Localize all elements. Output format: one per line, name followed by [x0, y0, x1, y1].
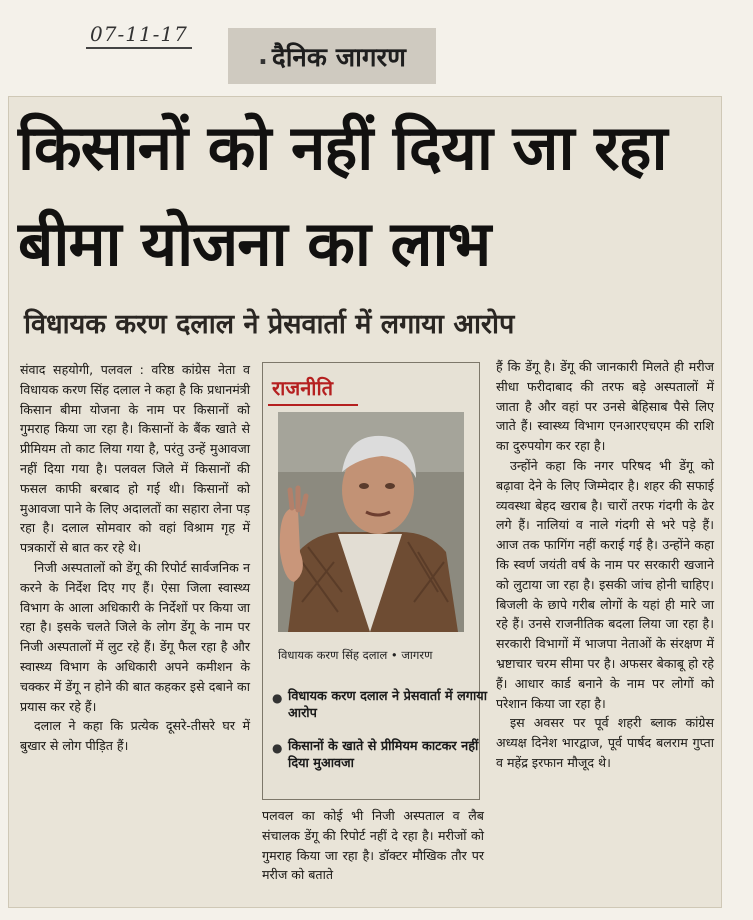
portrait-illustration — [278, 412, 464, 632]
paragraph: निजी अस्पतालों को डेंगू की रिपोर्ट सार्वजनिक न करने के निर्देश दिए गए हैं। ऐसा जिला स्वास्थ्य विभाग के आला अधिकारी के निर्देशों पर किया जा रहा है। इसके चलते जिले के लोग डेंगू के नाम पर निजी अस्पतालों में लुट रहे हैं। डेंगू फैल रहा है और स्वास्थ्य विभाग के अधिकारी अपने कमीशन के चक्कर में डेंगू न होने की बात कहकर इसे दबाने का प्रयास कर रहे हैं। — [20, 559, 250, 714]
section-tag-underline — [268, 404, 358, 406]
article-column-1 — [20, 360, 250, 756]
paragraph: पलवल का कोई भी निजी अस्पताल व लैब संचालक डेंगू की रिपोर्ट नहीं दे रहा है। मरीजों को गुमराह किया जा रहा है। डॉक्टर मौखिक तौर पर मरीज को बताते — [262, 808, 484, 883]
article-headline: किसानों को नहीं दिया जा रहा बीमा योजना का लाभ — [18, 111, 667, 280]
highlight-item — [272, 688, 488, 722]
paragraph: हैं कि डेंगू है। डेंगू की जानकारी मिलते ही मरीज सीधा फरीदाबाद की तरफ बड़े अस्पतालों में जाता है और वहां पर उनसे बेहिसाब पैसे लिए जाते हैं। स्वास्थ्य विभाग एनआरएचएम की राशि का दुरुपयोग कर रहा है। — [496, 359, 714, 454]
paragraph: इस अवसर पर पूर्व शहरी ब्लाक कांग्रेस अध्यक्ष दिनेश भारद्वाज, पूर्व पार्षद बलराम गुप्ता व महेंद्र इरफान मौजूद थे। — [496, 715, 714, 770]
newspaper-name: दैनिक जागरण — [271, 43, 406, 73]
highlight-text: किसानों के खाते से प्रीमियम काटकर नहीं दिया मुआवजा — [288, 739, 479, 771]
photo-caption: विधायक करण सिंह दलाल • जागरण — [278, 648, 433, 662]
article-column-2 — [262, 806, 484, 885]
paragraph: संवाद सहयोगी, पलवल : वरिष्ठ कांग्रेस नेता व विधायक करण सिंह दलाल ने कहा है कि प्रधानमंत्री किसान बीमा योजना के नाम पर किसानों को गुमराह किया जा रहा है। किसानों के बैंक खाते से प्रीमियम तो काट लिया गया है, परंतु उन्हें मुआवजा नहीं दिया गया है। पलवल जिले में किसानों की फसल काफी बरबाद हो गई थी। किसानों को मुआवजा पाने के लिए अदालतों का सहारा लेना पड़ रहा है। दलाल सोमवार को वहां विश्राम गृह में पत्रकारों से बात कर रहे थे। — [20, 362, 250, 556]
section-tag: राजनीति — [272, 376, 334, 400]
politician-photo — [278, 412, 464, 632]
bullet-icon: ● — [272, 741, 283, 755]
bullet-icon: ● — [272, 691, 283, 705]
article-subheadline: विधायक करण दलाल ने प्रेसवार्ता में लगाया आरोप — [24, 309, 515, 340]
paragraph: दलाल ने कहा कि प्रत्येक दूसरे-तीसरे घर में बुखार से लोग पीड़ित हैं। — [20, 718, 250, 754]
paragraph: उन्होंने कहा कि नगर परिषद भी डेंगू को बढ़ावा देने के लिए जिम्मेदार है। शहर की सफाई व्यवस्था बेहद खराब है। चारों तरफ गंदगी के ढेर लगे हैं। नालियां व नाले गंदगी से भरे पड़े हैं। आज तक फागिंग नहीं कराई गई है। उन्होंने कहा कि स्वर्ण जयंती वर्ष के नाम पर सरकारी खजाने को लुटाया जा रहा है। इसकी जांच होनी चाहिए। बिजली के छापे गरीब लोगों के यहां ही मारे जा रहे हैं। उनसे राजनीतिक बदला लिया जा रहा है। सरकारी विभागों में भाजपा नेताओं के संरक्षण में भ्रष्टाचार चरम सीमा पर है। अफसर बेकाबू हो रहे हैं। आधार कार्ड बनाने के नाम पर लोगों को परेशान किया जा रहा है। — [496, 457, 714, 711]
highlight-text: विधायक करण दलाल ने प्रेसवार्ता में लगाया आरोप — [288, 689, 488, 721]
masthead-bullet: . — [258, 41, 268, 71]
article-column-3 — [496, 357, 714, 773]
handwritten-date: 07-11-17 — [86, 22, 192, 49]
highlight-item — [272, 738, 488, 772]
newspaper-masthead — [228, 28, 436, 84]
